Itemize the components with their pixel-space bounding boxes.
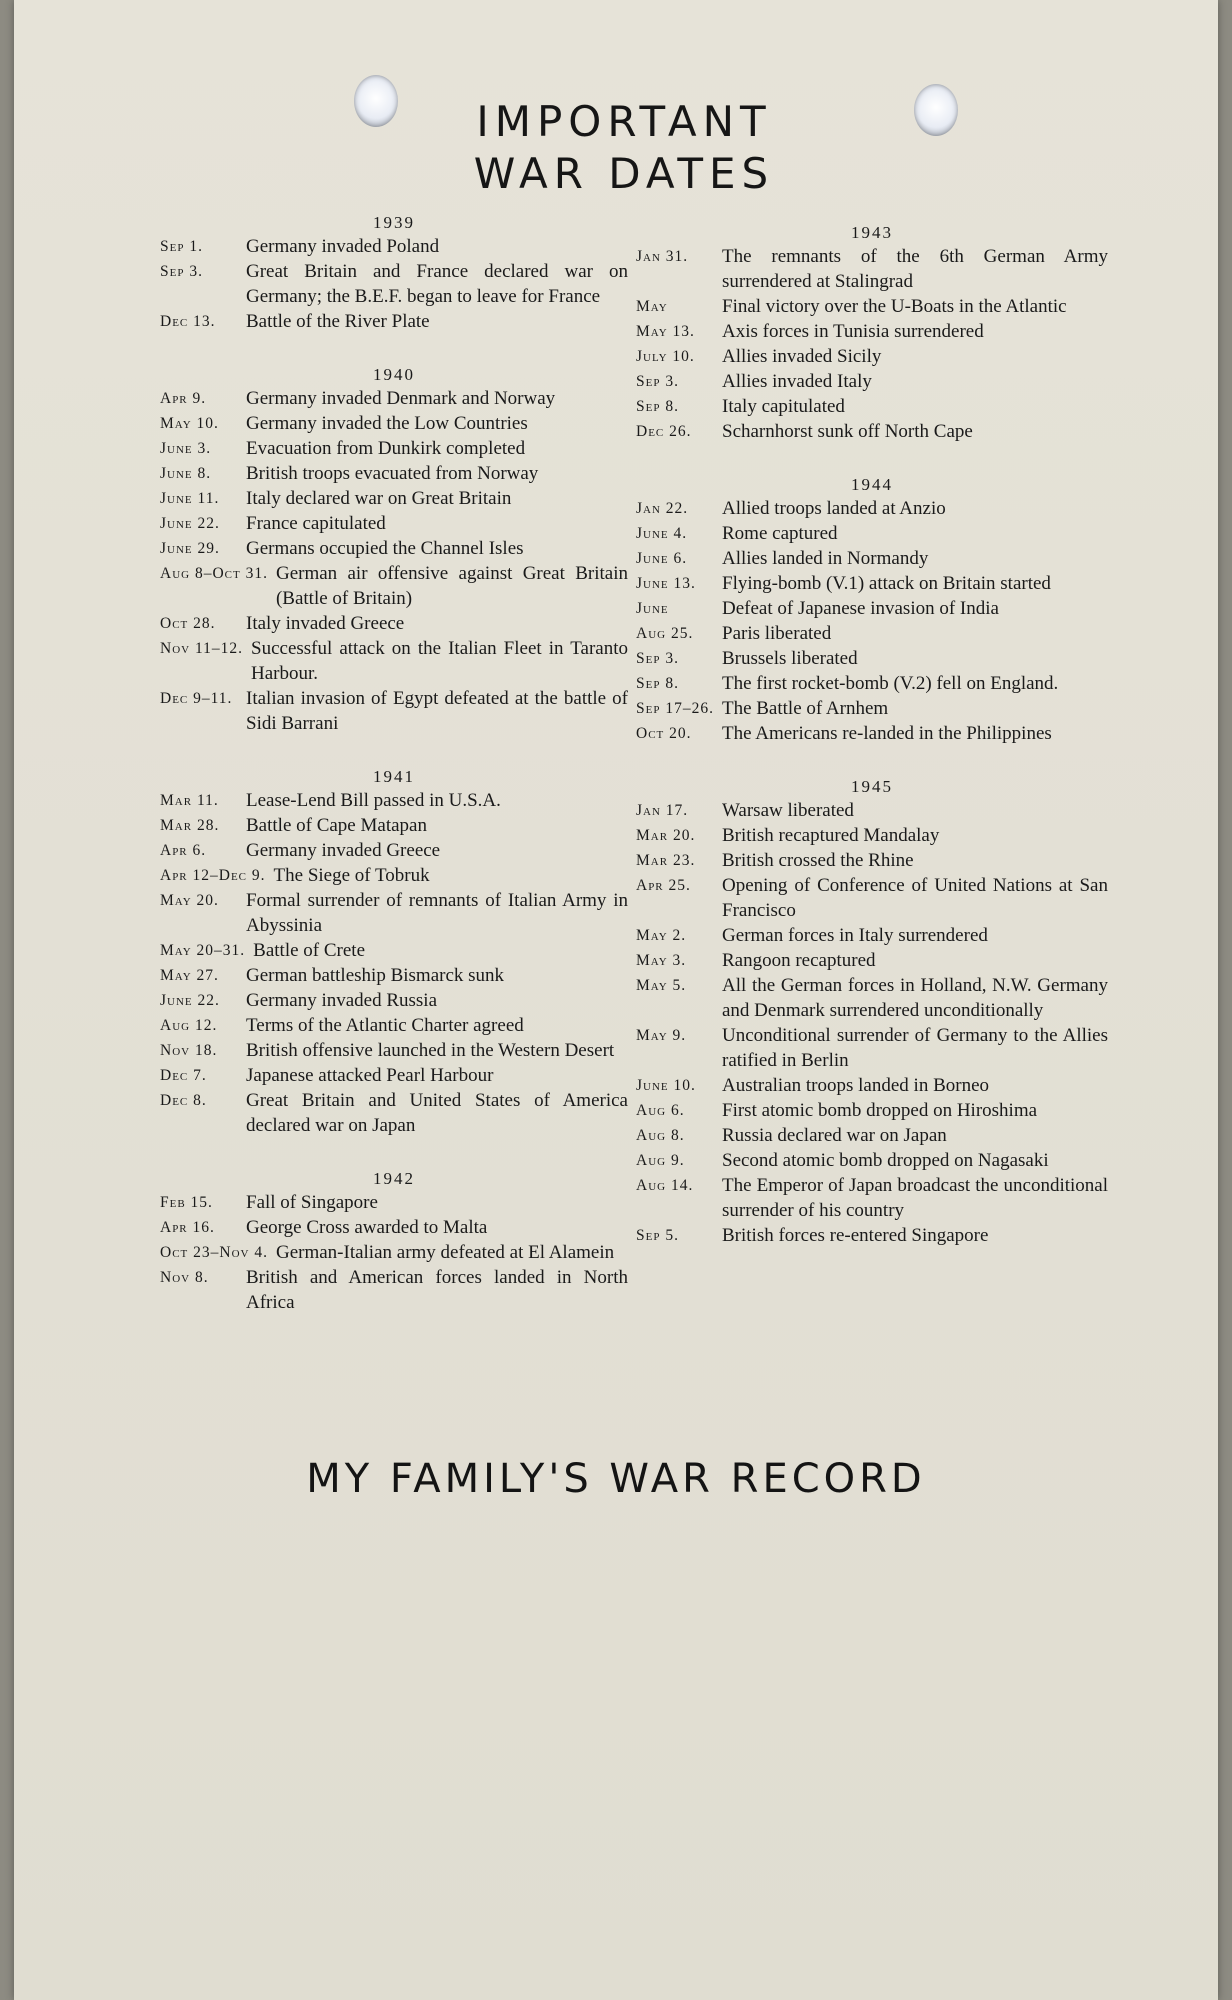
entry-text: The Siege of Tobruk: [273, 865, 430, 886]
page-title-line-2: WAR DATES: [473, 149, 775, 198]
year-section: [160, 766, 628, 1138]
entry-text: Germans occupied the Channel Isles: [246, 538, 524, 559]
entry-text: British offensive launched in the Western Desert: [246, 1040, 615, 1061]
year-heading: 1943: [851, 223, 893, 242]
entry-date: Nov 18.: [160, 1042, 218, 1059]
entry-date: Aug 12.: [160, 1017, 218, 1034]
entry-text: Brussels liberated: [722, 648, 858, 669]
entry-date: June 11.: [160, 490, 220, 507]
entry-date: Aug 14.: [636, 1177, 694, 1194]
entry-date: June 6.: [636, 550, 688, 567]
timeline-entry: [160, 536, 628, 561]
entry-text: Russia declared war on Japan: [722, 1125, 947, 1146]
timeline-entry: [160, 411, 628, 436]
entry-date: Apr 12–Dec 9.: [160, 867, 266, 884]
timeline-entry: [160, 436, 628, 461]
entry-text: The Emperor of Japan broadcast the unconditional surrender of his country: [722, 1175, 1108, 1221]
entry-date: Aug 9.: [636, 1152, 685, 1169]
entry-date: Oct 23–Nov 4.: [160, 1244, 268, 1261]
timeline-entry: [160, 1265, 628, 1315]
timeline-entry: [636, 1098, 1108, 1123]
timeline-entry: [636, 344, 1108, 369]
entry-date: Sep 3.: [636, 650, 679, 667]
entry-text: Axis forces in Tunisia surrendered: [722, 321, 984, 342]
timeline-entry: [160, 988, 628, 1013]
entry-text: Italy declared war on Great Britain: [246, 488, 512, 509]
entry-text: Rangoon recaptured: [722, 950, 876, 971]
timeline-entry: [160, 1063, 628, 1088]
timeline-entry: [636, 294, 1108, 319]
entry-date: Jan 31.: [636, 248, 689, 265]
right-timeline-column: [636, 222, 1108, 1278]
entry-text: Allies invaded Italy: [722, 371, 872, 392]
timeline-entry: [636, 721, 1108, 746]
entry-text: Terms of the Atlantic Charter agreed: [246, 1015, 524, 1036]
entry-text: Battle of Cape Matapan: [246, 815, 427, 836]
entry-date: May 20–31.: [160, 942, 246, 959]
timeline-entry: [160, 611, 628, 636]
timeline-entry: [160, 259, 628, 309]
timeline-entry: [160, 1190, 628, 1215]
entry-text: First atomic bomb dropped on Hiroshima: [722, 1100, 1038, 1121]
entry-text: German battleship Bismarck sunk: [246, 965, 505, 986]
timeline-entry: [636, 521, 1108, 546]
entry-text: Germany invaded Denmark and Norway: [246, 388, 556, 409]
entry-date: Sep 8.: [636, 398, 679, 415]
entry-text: Flying-bomb (V.1) attack on Britain started: [722, 573, 1051, 594]
entry-text: Germany invaded Russia: [246, 990, 438, 1011]
timeline-entry: [636, 596, 1108, 621]
entry-text: George Cross awarded to Malta: [246, 1217, 488, 1238]
entry-text: All the German forces in Holland, N.W. Germany and Denmark surrendered unconditionally: [722, 975, 1108, 1021]
entry-text: Formal surrender of remnants of Italian Army in Abyssinia: [246, 890, 628, 936]
entry-date: Sep 5.: [636, 1227, 679, 1244]
timeline-entry: [160, 386, 628, 411]
timeline-entry: [160, 1013, 628, 1038]
year-heading: 1940: [373, 365, 415, 384]
timeline-entry: [636, 823, 1108, 848]
year-heading: 1941: [373, 767, 415, 786]
entry-date: Apr 9.: [160, 390, 207, 407]
entry-text: Great Britain and France declared war on Germany; the B.E.F. began to leave for France: [246, 261, 628, 307]
year-heading: 1939: [373, 213, 415, 232]
entry-date: Mar 28.: [160, 817, 220, 834]
timeline-entry: [160, 511, 628, 536]
timeline-entry: [636, 1148, 1108, 1173]
timeline-entry: [636, 369, 1108, 394]
year-heading: 1944: [851, 475, 893, 494]
entry-date: May 20.: [160, 892, 219, 909]
entry-date: June 4.: [636, 525, 688, 542]
entry-date: Jan 17.: [636, 802, 689, 819]
timeline-entry: [160, 561, 628, 611]
family-record-heading: MY FAMILY'S WAR RECORD: [306, 1456, 926, 1502]
entry-date: May 2.: [636, 927, 687, 944]
timeline-entry: [160, 636, 628, 686]
timeline-entry: [636, 1173, 1108, 1223]
entry-text: Italian invasion of Egypt defeated at the battle of Sidi Barrani: [246, 688, 628, 734]
entry-text: British forces re-entered Singapore: [722, 1225, 989, 1246]
entry-text: Final victory over the U-Boats in the Atlantic: [722, 296, 1067, 317]
entry-date: Nov 8.: [160, 1269, 209, 1286]
entry-text: Allies invaded Sicily: [722, 346, 882, 367]
entry-date: June 22.: [160, 515, 220, 532]
entry-date: Jan 22.: [636, 500, 689, 517]
timeline-entry: [160, 863, 628, 888]
entry-date: June 22.: [160, 992, 220, 1009]
entry-date: May 9.: [636, 1027, 687, 1044]
entry-text: Battle of Crete: [253, 940, 366, 961]
timeline-entry: [636, 244, 1108, 294]
timeline-entry: [160, 938, 628, 963]
timeline-entry: [160, 1240, 628, 1265]
entry-text: Japanese attacked Pearl Harbour: [246, 1065, 494, 1086]
timeline-entry: [160, 888, 628, 938]
entry-text: Evacuation from Dunkirk completed: [246, 438, 526, 459]
entry-text: Scharnhorst sunk off North Cape: [722, 421, 973, 442]
year-section: [160, 364, 628, 736]
timeline-entry: [636, 1223, 1108, 1248]
entry-text: Italy invaded Greece: [246, 613, 405, 634]
entry-text: British and American forces landed in North Africa: [246, 1267, 628, 1313]
entry-text: Great Britain and United States of America declared war on Japan: [246, 1090, 628, 1136]
entry-date: Mar 23.: [636, 852, 696, 869]
timeline-entry: [160, 309, 628, 334]
entry-text: Paris liberated: [722, 623, 832, 644]
entry-text: German-Italian army defeated at El Alamein: [275, 1242, 615, 1263]
timeline-entry: [160, 234, 628, 259]
entry-date: Sep 8.: [636, 675, 679, 692]
timeline-entry: [160, 461, 628, 486]
page-title-line-1: IMPORTANT: [476, 97, 772, 146]
entry-date: Apr 16.: [160, 1219, 215, 1236]
entry-date: Sep 1.: [160, 238, 203, 255]
timeline-entry: [160, 686, 628, 736]
entry-date: June: [636, 600, 669, 617]
timeline-entry: [636, 671, 1108, 696]
entry-date: Aug 25.: [636, 625, 694, 642]
entry-date: Sep 3.: [636, 373, 679, 390]
entry-text: British recaptured Mandalay: [722, 825, 940, 846]
entry-text: German air offensive against Great Britain (Battle of Britain): [275, 563, 628, 609]
entry-text: Warsaw liberated: [722, 800, 854, 821]
year-heading: 1945: [851, 777, 893, 796]
year-section: [636, 222, 1108, 444]
entry-date: May 27.: [160, 967, 219, 984]
entry-date: Aug 8.: [636, 1127, 685, 1144]
entry-text: Australian troops landed in Borneo: [722, 1075, 990, 1096]
entry-text: The first rocket-bomb (V.2) fell on England.: [722, 673, 1059, 694]
timeline-entry: [160, 788, 628, 813]
entry-date: Dec 9–11.: [160, 690, 233, 707]
entry-date: Apr 25.: [636, 877, 691, 894]
entry-text: France capitulated: [246, 513, 386, 534]
entry-date: Aug 8–Oct 31.: [160, 565, 268, 582]
entry-text: British crossed the Rhine: [722, 850, 914, 871]
entry-text: Second atomic bomb dropped on Nagasaki: [722, 1150, 1049, 1171]
timeline-entry: [636, 973, 1108, 1023]
timeline-entry: [160, 963, 628, 988]
entry-text: Germany invaded the Low Countries: [246, 413, 528, 434]
left-timeline-column: [160, 212, 628, 1345]
timeline-entry: [636, 848, 1108, 873]
timeline-entry: [160, 813, 628, 838]
entry-date: June 29.: [160, 540, 220, 557]
entry-date: Oct 20.: [636, 725, 692, 742]
year-heading: 1942: [373, 1169, 415, 1188]
timeline-entry: [160, 1088, 628, 1138]
timeline-entry: [636, 873, 1108, 923]
year-section: [160, 1168, 628, 1315]
entry-date: May 13.: [636, 323, 695, 340]
year-section: [636, 474, 1108, 746]
timeline-entry: [636, 394, 1108, 419]
timeline-entry: [160, 838, 628, 863]
timeline-entry: [636, 1123, 1108, 1148]
timeline-entry: [636, 319, 1108, 344]
entry-date: Dec 8.: [160, 1092, 207, 1109]
timeline-entry: [160, 486, 628, 511]
entry-date: Dec 26.: [636, 423, 692, 440]
timeline-entry: [636, 923, 1108, 948]
year-section: [636, 776, 1108, 1248]
entry-text: Germany invaded Greece: [246, 840, 441, 861]
entry-text: Fall of Singapore: [246, 1192, 378, 1213]
entry-text: Allies landed in Normandy: [722, 548, 929, 569]
entry-text: German forces in Italy surrendered: [722, 925, 988, 946]
timeline-entry: [636, 621, 1108, 646]
entry-date: May 5.: [636, 977, 687, 994]
timeline-entry: [636, 546, 1108, 571]
entry-date: May 3.: [636, 952, 687, 969]
entry-text: British troops evacuated from Norway: [246, 463, 539, 484]
entry-date: June 13.: [636, 575, 696, 592]
entry-text: Allied troops landed at Anzio: [722, 498, 946, 519]
entry-text: Successful attack on the Italian Fleet in Taranto Harbour.: [251, 638, 628, 684]
entry-date: Dec 7.: [160, 1067, 207, 1084]
entry-date: Oct 28.: [160, 615, 216, 632]
entry-date: Aug 6.: [636, 1102, 685, 1119]
entry-date: Sep 17–26.: [636, 700, 714, 717]
entry-text: Rome captured: [722, 523, 838, 544]
timeline-entry: [636, 798, 1108, 823]
entry-text: Defeat of Japanese invasion of India: [722, 598, 999, 619]
entry-date: May: [636, 298, 668, 315]
entry-date: Feb 15.: [160, 1194, 213, 1211]
timeline-entry: [160, 1038, 628, 1063]
entry-date: Apr 6.: [160, 842, 207, 859]
entry-date: June 10.: [636, 1077, 696, 1094]
entry-date: Sep 3.: [160, 263, 203, 280]
timeline-entry: [636, 948, 1108, 973]
entry-date: Dec 13.: [160, 313, 216, 330]
timeline-entry: [636, 496, 1108, 521]
entry-text: Unconditional surrender of Germany to the Allies ratified in Berlin: [722, 1025, 1108, 1071]
year-section: [160, 212, 628, 334]
entry-date: Mar 20.: [636, 827, 696, 844]
timeline-entry: [636, 1023, 1108, 1073]
entry-text: Opening of Conference of United Nations at San Francisco: [722, 875, 1108, 921]
timeline-entry: [636, 696, 1108, 721]
entry-text: Battle of the River Plate: [246, 311, 430, 332]
entry-text: Germany invaded Poland: [246, 236, 440, 257]
entry-text: The Battle of Arnhem: [721, 698, 889, 719]
entry-date: Nov 11–12.: [160, 640, 244, 657]
entry-date: May 10.: [160, 415, 219, 432]
entry-text: Lease-Lend Bill passed in U.S.A.: [246, 790, 501, 811]
entry-date: June 8.: [160, 465, 212, 482]
entry-text: The remnants of the 6th German Army surrendered at Stalingrad: [722, 246, 1108, 292]
entry-date: July 10.: [636, 348, 695, 365]
entry-date: Mar 11.: [160, 792, 219, 809]
timeline-entry: [636, 571, 1108, 596]
timeline-entry: [636, 1073, 1108, 1098]
timeline-entry: [636, 419, 1108, 444]
entry-text: The Americans re-landed in the Philippines: [722, 723, 1052, 744]
entry-text: Italy capitulated: [722, 396, 845, 417]
timeline-entry: [160, 1215, 628, 1240]
timeline-entry: [636, 646, 1108, 671]
entry-date: June 3.: [160, 440, 212, 457]
